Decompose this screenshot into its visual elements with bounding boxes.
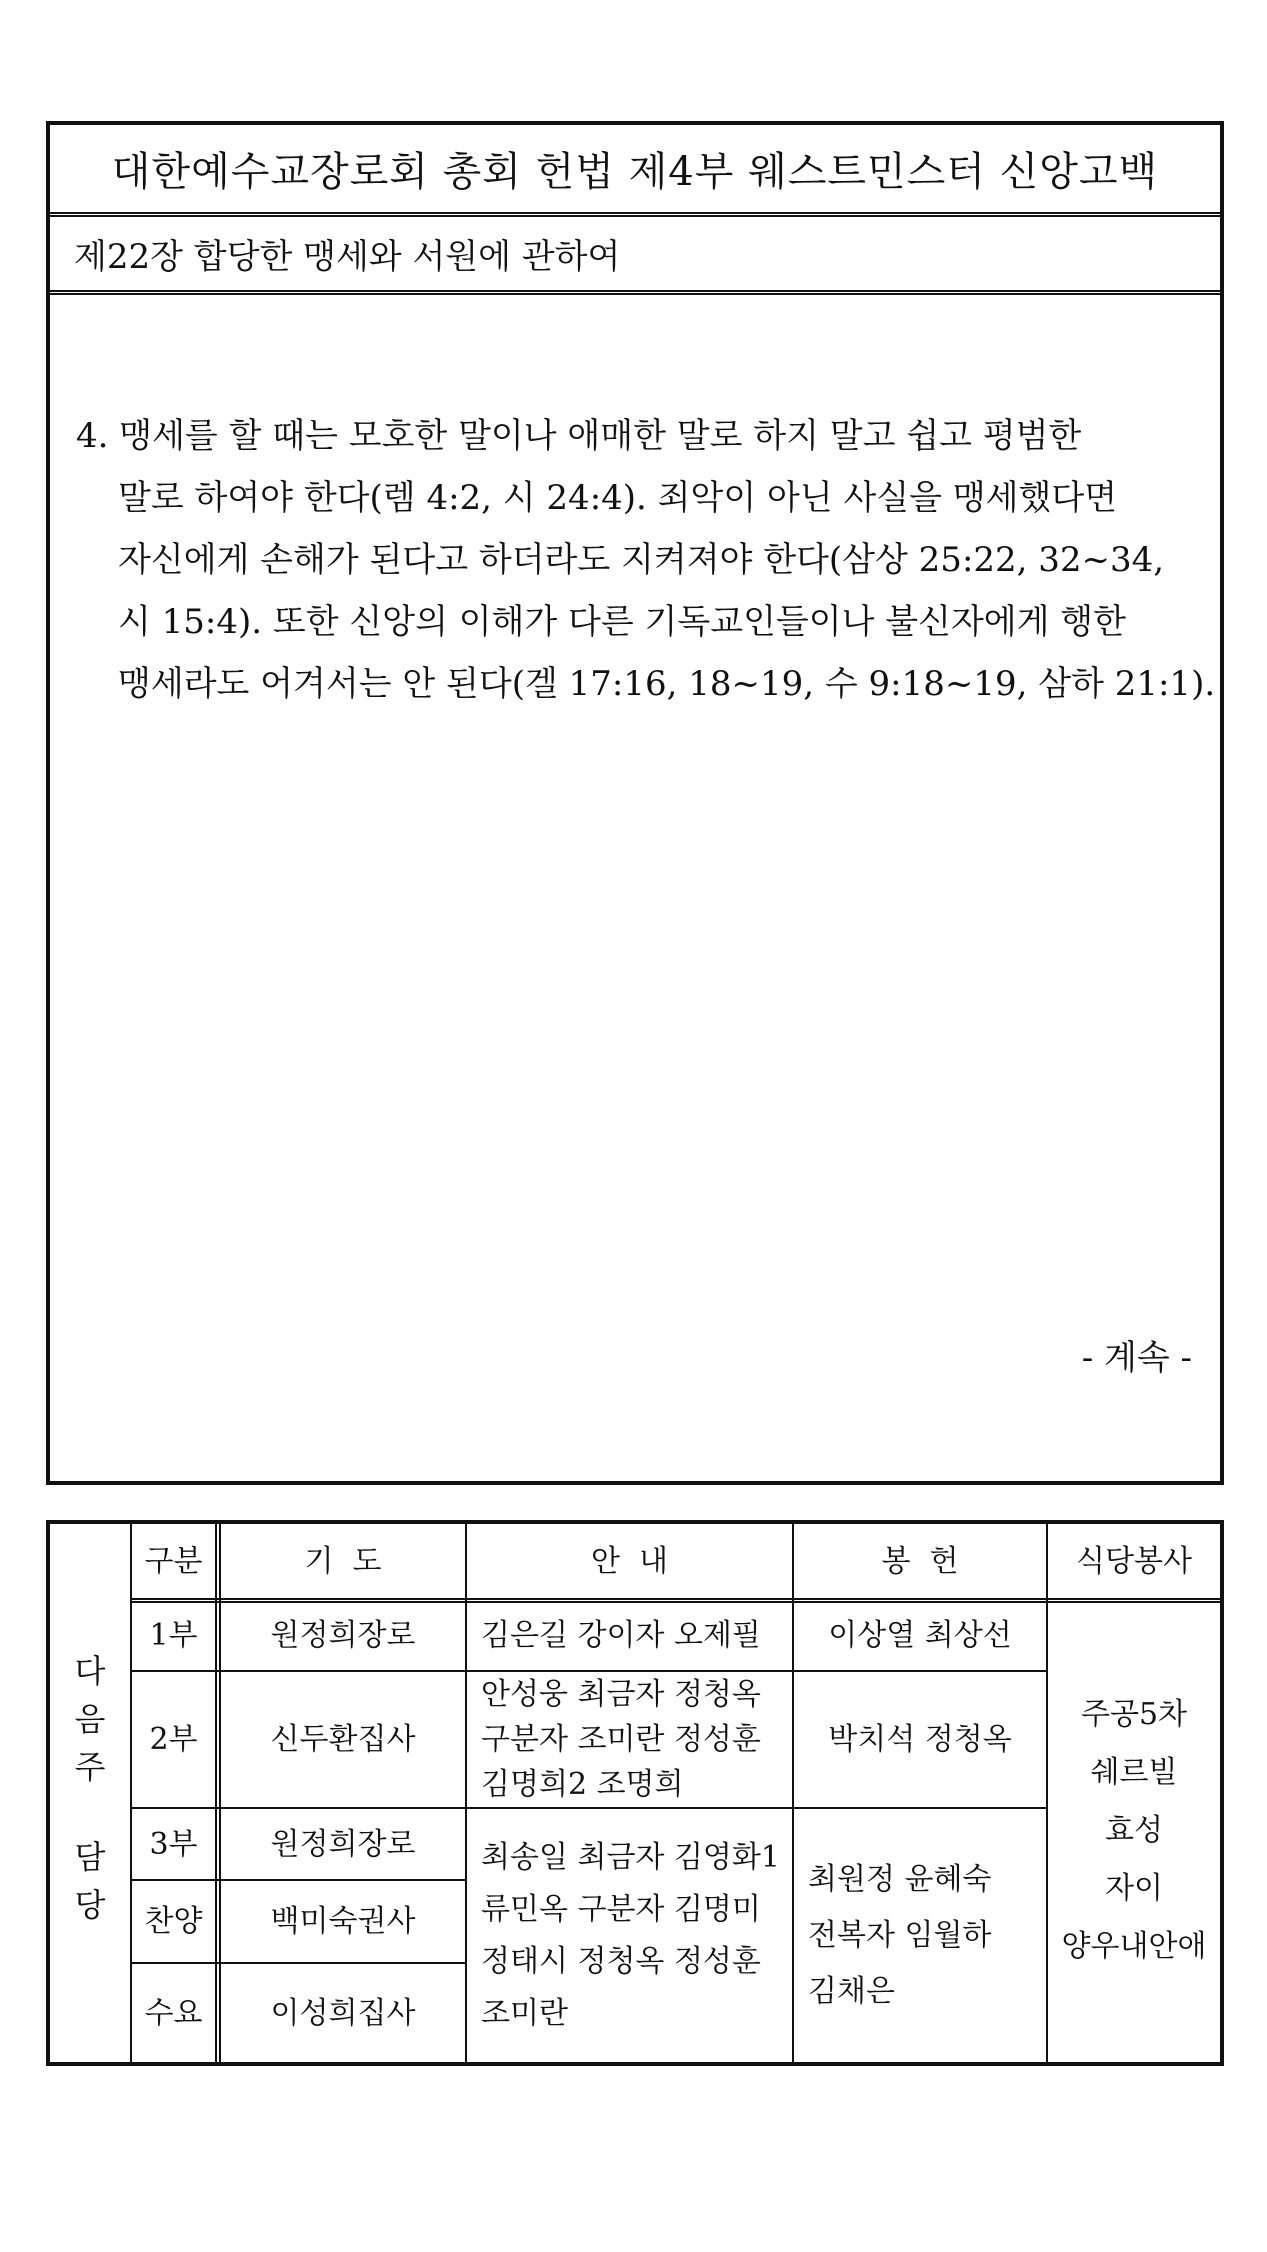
paragraph-line-4: 시 15:4). 또한 신앙의 이해가 다른 기독교인들이나 불신자에게 행한 [118, 602, 1126, 642]
kitchen-line: 효성 [1105, 1813, 1163, 1848]
offering-line: 김채은 [808, 1973, 895, 2009]
row-prayer: 백미숙권사 [270, 1904, 416, 1939]
row-category: 2부 [149, 1722, 198, 1757]
continued-marker: - 계속 - [1081, 1338, 1192, 1378]
kitchen-service-cell [1048, 1600, 1220, 2062]
row-prayer: 원정희장로 [270, 1826, 416, 1862]
row-category: 찬양 [144, 1904, 203, 1939]
kitchen-line: 양우내안애 [1061, 1929, 1207, 1964]
header-prayer: 기 도 [304, 1543, 382, 1579]
usher-line: 최송일 최금자 김영화1 [481, 1839, 780, 1875]
document-title: 대한예수교장로회 총회 헌법 제4부 웨스트민스터 신앙고백 [50, 125, 1220, 217]
usher-line: 정태시 정청옥 정성훈 [481, 1943, 761, 1979]
kitchen-line: 자이 [1105, 1871, 1163, 1906]
next-week-duty-table [46, 1520, 1224, 2066]
usher-line: 안성웅 최금자 정청옥 [481, 1677, 761, 1712]
usher-line: 김명희2 조명희 [481, 1767, 684, 1802]
paragraph-body [76, 405, 1216, 715]
header-category: 구분 [144, 1543, 203, 1579]
side-label-char: 담 [74, 1838, 106, 1876]
header-usher: 안 내 [590, 1543, 669, 1579]
paragraph-line-2: 말로 하여야 한다(렘 4:2, 시 24:4). 죄악이 아닌 사실을 맹세했다면 [118, 478, 1118, 518]
usher-line: 조미란 [481, 1995, 568, 2031]
paragraph-line-1: 4. 맹세를 할 때는 모호한 말이나 애매한 말로 하지 말고 쉽고 평범한 [76, 416, 1082, 456]
offering-line: 최원정 윤혜숙 [808, 1861, 992, 1897]
side-label-char: 당 [74, 1886, 106, 1924]
usher-line: 류민옥 구분자 김명미 [481, 1891, 761, 1927]
paragraph-line-3: 자신에게 손해가 된다고 하더라도 지켜져야 한다(삼상 25:22, 32~34, [118, 540, 1165, 580]
side-label-char: 주 [74, 1748, 106, 1786]
chapter-heading: 제22장 합당한 맹세와 서원에 관하여 [50, 217, 1220, 295]
row-prayer: 신두환집사 [270, 1722, 416, 1757]
row-offering: 이상열 최상선 [828, 1617, 1012, 1653]
row-category: 3부 [149, 1826, 198, 1862]
row-usher [467, 1672, 792, 1807]
usher-line: 구분자 조미란 정성훈 [481, 1722, 761, 1757]
constitution-text-box [46, 121, 1224, 1485]
paragraph-line-5: 맹세라도 어겨서는 안 된다(겔 17:16, 18~19, 수 9:18~19, 삼하 21:1). [118, 664, 1216, 704]
row-usher: 김은길 강이자 오제필 [481, 1617, 761, 1653]
row-offering: 박치석 정청옥 [828, 1722, 1012, 1757]
offering-line: 전복자 임월하 [808, 1917, 992, 1953]
row-prayer: 이성희집사 [270, 1995, 416, 2031]
header-kitchen: 식당봉사 [1076, 1543, 1192, 1579]
merged-offering-cell [794, 1809, 1046, 2062]
row-category: 1부 [149, 1617, 198, 1653]
kitchen-line: 쉐르빌 [1090, 1755, 1178, 1790]
side-label-char: 음 [74, 1700, 106, 1738]
row-prayer: 원정희장로 [270, 1617, 416, 1653]
kitchen-line: 주공5차 [1080, 1697, 1188, 1732]
side-label-char: 다 [74, 1652, 106, 1690]
header-offering: 봉 헌 [881, 1543, 959, 1579]
merged-usher-cell [467, 1809, 792, 2062]
row-category: 수요 [144, 1995, 203, 2031]
